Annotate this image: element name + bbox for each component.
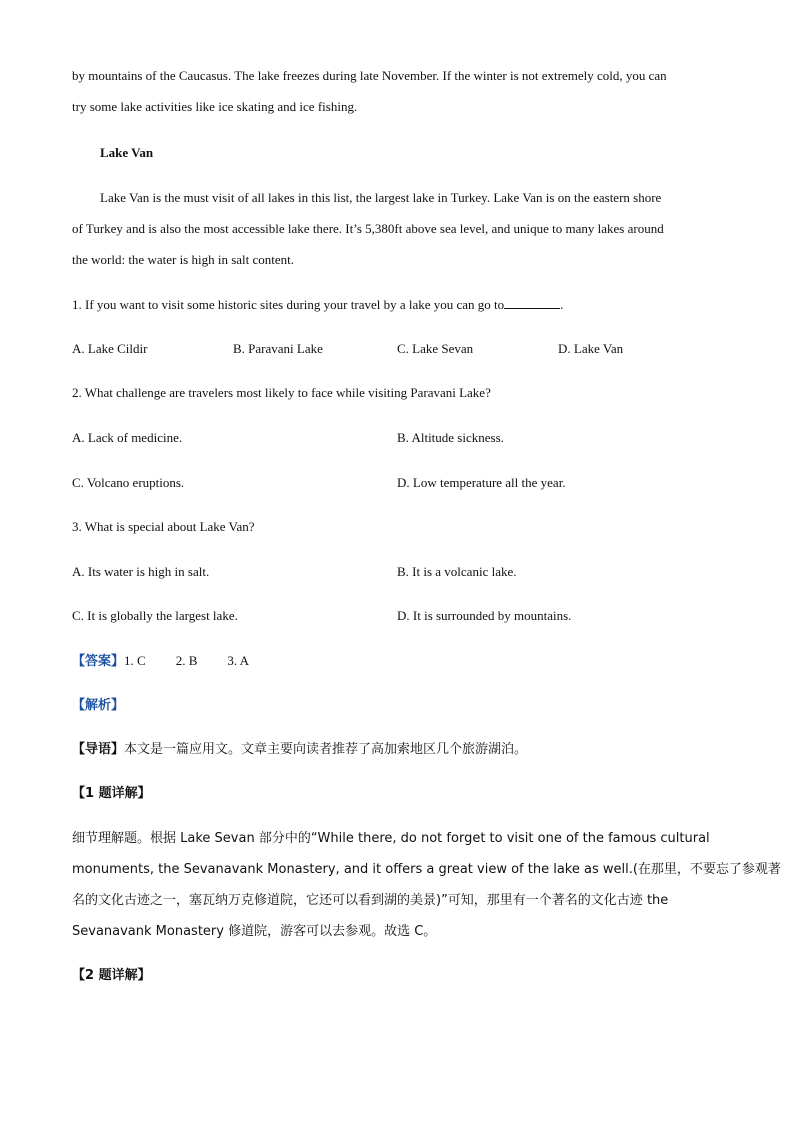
- q3-option-c: C. It is globally the largest lake.: [72, 608, 238, 623]
- q1-option-b: B. Paravani Lake: [233, 341, 323, 356]
- answer-3: 3. A: [227, 653, 250, 668]
- q3-option-d: D. It is surrounded by mountains.: [397, 608, 572, 623]
- q2-option-d: D. Low temperature all the year.: [397, 475, 566, 490]
- section-heading-lake-van: Lake Van: [100, 145, 154, 160]
- guide-line: [72, 742, 527, 758]
- answer-blank: [504, 296, 560, 309]
- q2-option-c: C. Volcano eruptions.: [72, 475, 185, 490]
- q2-option-b: B. Altitude sickness.: [397, 430, 504, 445]
- q1-detail-line: Sevanavank Monastery 修道院，游客可以去参观。故选 C。: [72, 924, 437, 939]
- question-1-stem: [72, 296, 563, 313]
- answer-label: 【答案】: [72, 654, 125, 669]
- q1-detail-heading: 【1 题详解】: [72, 786, 151, 801]
- question-stem-text: 1. If you want to visit some historic sites during your travel by a lake you can go to: [72, 297, 505, 312]
- passage-text-line: of Turkey and is also the most accessible lake there. It’s 5,380ft above sea level, and unique to many lakes around: [72, 221, 664, 236]
- analysis-label: 【解析】: [72, 698, 125, 713]
- passage-text-line: try some lake activities like ice skating and ice fishing.: [72, 99, 358, 114]
- q2-detail-heading: 【2 题详解】: [72, 968, 151, 983]
- question-2-stem: 2. What challenge are travelers most likely to face while visiting Paravani Lake?: [72, 385, 491, 400]
- q1-detail-line: 细节理解题。根据 Lake Sevan 部分中的“While there, do not forget to visit one of the famous cultural: [72, 831, 710, 846]
- q2-option-a: A. Lack of medicine.: [72, 430, 183, 445]
- question-stem-end: .: [560, 297, 564, 312]
- guide-label: 【导语】: [72, 742, 125, 757]
- q1-option-c: C. Lake Sevan: [397, 341, 474, 356]
- q1-option-d: D. Lake Van: [558, 341, 624, 356]
- answer-2: 2. B: [175, 653, 198, 668]
- q3-option-a: A. Its water is high in salt.: [72, 564, 210, 579]
- q1-option-a: A. Lake Cildir: [72, 341, 148, 356]
- q1-detail-line: 名的文化古迹之一，塞瓦纳万克修道院，它还可以看到湖的美景)”可知，那里有一个著名的文化古迹 the: [72, 893, 669, 908]
- q3-option-b: B. It is a volcanic lake.: [397, 564, 517, 579]
- passage-text-line: Lake Van is the must visit of all lakes in this list, the largest lake in Turkey. Lake Van is on the eastern shore: [100, 190, 662, 205]
- question-3-stem: 3. What is special about Lake Van?: [72, 519, 255, 534]
- passage-text-line: by mountains of the Caucasus. The lake freezes during late November. If the winter is not extremely cold, you can: [72, 68, 667, 83]
- guide-text: 本文是一篇应用文。文章主要向读者推荐了高加索地区几个旅游湖泊。: [124, 742, 528, 757]
- answer-line: [72, 653, 249, 670]
- analysis-label-line: [72, 697, 124, 714]
- passage-text-line: the world: the water is high in salt content.: [72, 252, 295, 267]
- q1-detail-line: monuments, the Sevanavank Monastery, and it offers a great view of the lake as well.(在那里，不要忘了参观著: [72, 862, 781, 877]
- answer-1: 1. C: [124, 653, 146, 668]
